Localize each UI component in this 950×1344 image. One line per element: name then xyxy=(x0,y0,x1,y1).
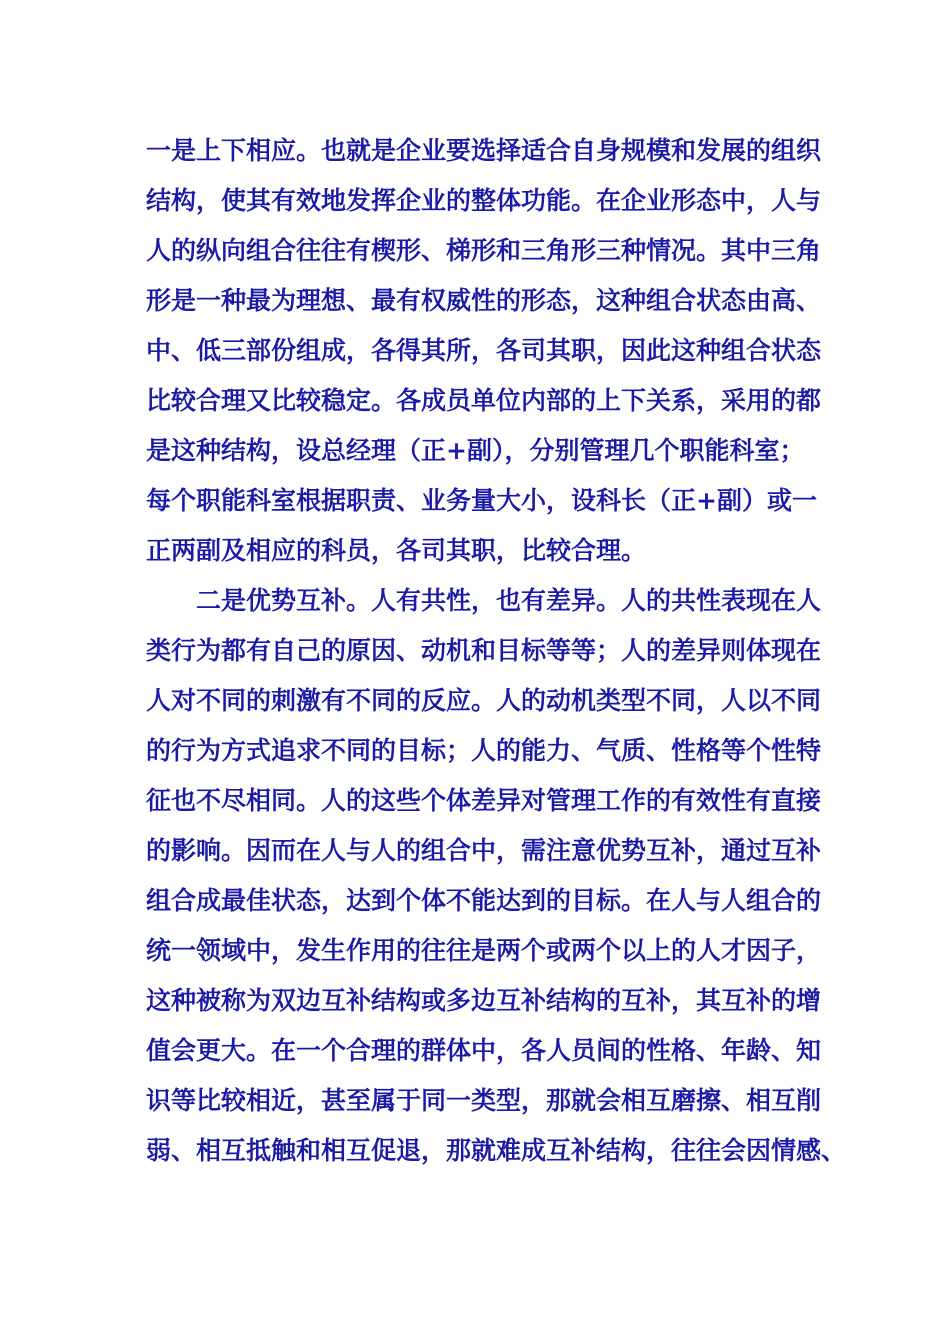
paragraph-start-line: 二是优势互补。人有共性，也有差异。人的共性表现在人 xyxy=(196,586,822,615)
text-line: 人的纵向组合往往有楔形、梯形和三角形三种情况。其中三角 xyxy=(146,236,822,265)
text-line: 比较合理又比较稳定。各成员单位内部的上下关系，采用的都 xyxy=(146,386,822,415)
text-line: 征也不尽相同。人的这些个体差异对管理工作的有效性有直接 xyxy=(146,786,822,815)
text-line: 值会更大。在一个合理的群体中，各人员间的性格、年龄、知 xyxy=(146,1036,822,1065)
text-line: 形是一种最为理想、最有权威性的形态，这种组合状态由高、 xyxy=(146,286,822,315)
text-line: 识等比较相近，甚至属于同一类型，那就会相互磨擦、相互削 xyxy=(146,1086,822,1115)
text-line: 的影响。因而在人与人的组合中，需注意优势互补，通过互补 xyxy=(146,836,822,865)
body-text xyxy=(146,126,846,1176)
text-line: 统一领域中，发生作用的往往是两个或两个以上的人才因子， xyxy=(146,936,822,965)
text-line: 人对不同的刺激有不同的反应。人的动机类型不同，人以不同 xyxy=(146,686,822,715)
text-line: 是这种结构，设总经理（正+副），分别管理几个职能科室； xyxy=(146,436,805,465)
text-line: 中、低三部份组成，各得其所，各司其职，因此这种组合状态 xyxy=(146,336,822,365)
text-line: 每个职能科室根据职责、业务量大小，设科长（正+副）或一 xyxy=(146,486,817,515)
text-line: 类行为都有自己的原因、动机和目标等等；人的差异则体现在 xyxy=(146,636,822,665)
text-line: 正两副及相应的科员，各司其职，比较合理。 xyxy=(146,536,647,565)
text-line: 一是上下相应。也就是企业要选择适合自身规模和发展的组织 xyxy=(146,136,822,165)
text-line: 的行为方式追求不同的目标；人的能力、气质、性格等个性特 xyxy=(146,736,822,765)
text-line: 弱、相互抵触和相互促退，那就难成互补结构，往往会因情感、 xyxy=(146,1136,847,1165)
text-line: 组合成最佳状态，达到个体不能达到的目标。在人与人组合的 xyxy=(146,886,822,915)
text-line: 这种被称为双边互补结构或多边互补结构的互补，其互补的增 xyxy=(146,986,822,1015)
text-line: 结构，使其有效地发挥企业的整体功能。在企业形态中，人与 xyxy=(146,186,822,215)
